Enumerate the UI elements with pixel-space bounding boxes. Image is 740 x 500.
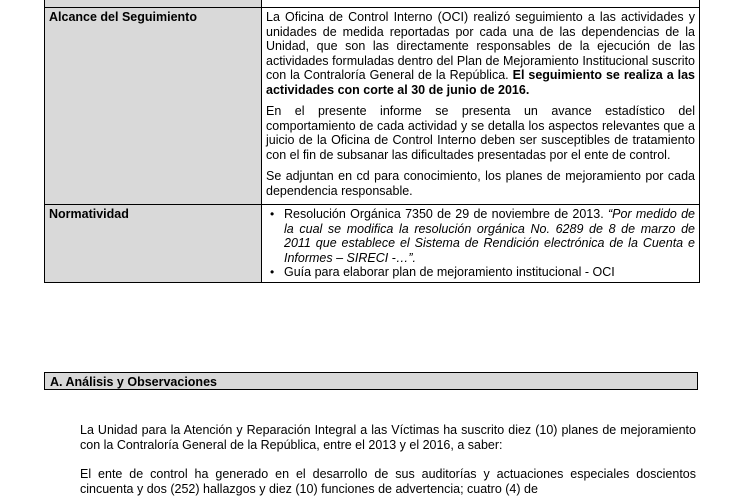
normatividad-item-1 [284, 207, 695, 265]
table-row-alcance [45, 8, 700, 205]
alcance-p1-text: La Oficina de Control Interno (OCI) realizó seguimiento a las actividades y unidades de medida reportadas por cada una de las dependencias de la Unidad, que son las directamente responsables de la ejecución de las actividades formuladas dentro del Plan de Mejoramiento Institucional suscrito con la Contraloría General de la República. [266, 10, 695, 82]
normatividad-item-1-text: Resolución Orgánica 7350 de 29 de noviembre de 2013. [284, 207, 604, 221]
row-label-alcance: Alcance del Seguimiento [45, 8, 262, 205]
row-label-normatividad: Normatividad [45, 205, 262, 283]
normatividad-item-1-quote: “Por medido de la cual se modifica la resolución orgánica No. 6289 de 8 de marzo de 2011 que establece el Sistema de Rendición electrónica de la Cuenta e Informes – SIRECI -…”. [284, 207, 695, 265]
analysis-paragraph-2: El ente de control ha generado en el desarrollo de sus auditorías y actuaciones especiales doscientos cincuenta y dos (252) hallazgos y diez (10) funciones de advertencia; cuatro (4) de [80, 467, 696, 496]
row-body-normatividad [262, 205, 700, 283]
alcance-paragraph-3: Se adjuntan en cd para conocimiento, los planes de mejoramiento por cada dependencia responsable. [266, 169, 695, 198]
row-body-alcance [262, 8, 700, 205]
table-top-row [45, 0, 700, 8]
normatividad-list [266, 207, 695, 280]
normatividad-item-2: • Guía para elaborar plan de mejoramiento institucional - OCI [284, 265, 695, 280]
alcance-paragraph-2: En el presente informe se presenta un avance estadístico del comportamiento de cada actividad y se detalla los aspectos relevantes que a juicio de la Oficina de Control Interno deben ser susceptibles de tratamiento con el fin de subsanar las dificultades presentadas por el ente de control. [266, 104, 695, 162]
top-body-cell [262, 0, 700, 8]
table-row-normatividad [45, 205, 700, 283]
analysis-paragraph-1: La Unidad para la Atención y Reparación Integral a las Víctimas ha suscrito diez (10) planes de mejoramiento con la Contraloría General de la República, entre el 2013 y el 2016, a saber: [80, 423, 696, 452]
section-header: A. Análisis y Observaciones [44, 372, 698, 390]
top-label-cell [45, 0, 262, 8]
alcance-p1-bold: El seguimiento se realiza a las actividades con corte al 30 de junio de 2016. [266, 68, 695, 97]
alcance-paragraph-1 [266, 10, 695, 97]
followup-table [44, 0, 700, 283]
